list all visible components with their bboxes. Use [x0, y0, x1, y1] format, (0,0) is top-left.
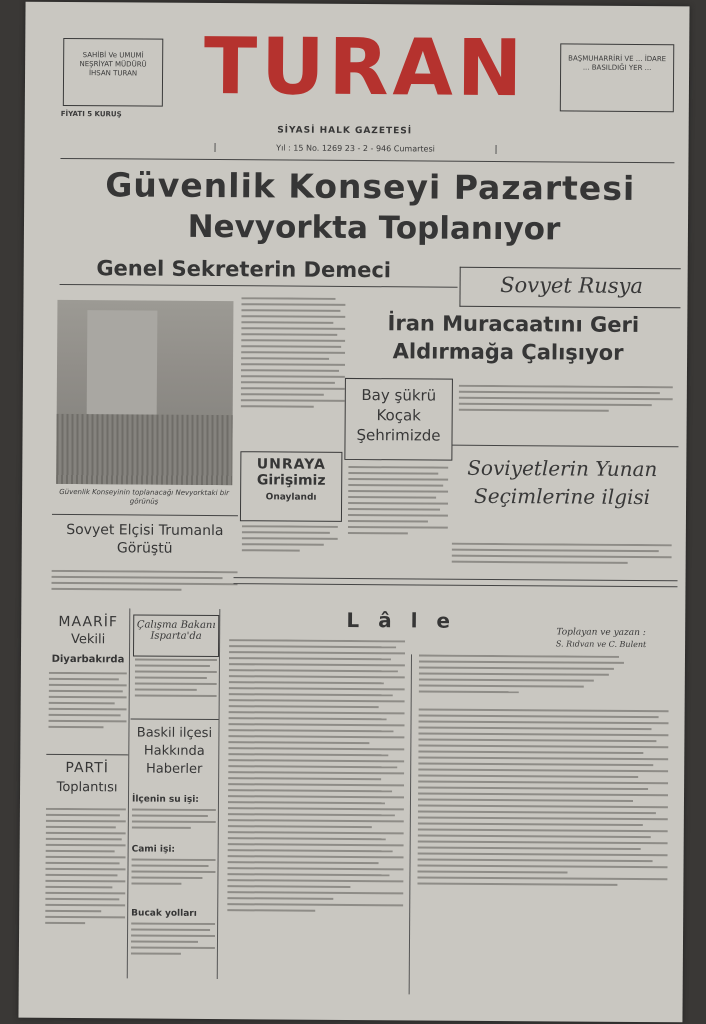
elci-headline-line-1: Sovyet Elçisi Trumanla [66, 521, 224, 540]
soviyet-headline-line-2: Seçimlerine ilgisi [474, 483, 651, 510]
unraya-line-2: Girişimiz [256, 472, 326, 489]
maarif-headline-line-2: Vekili [70, 632, 106, 648]
parti-rule [46, 754, 128, 756]
masthead-rule [60, 158, 674, 163]
bay-sukru-line-1: Bay şükrü [361, 386, 437, 405]
main-headline-line-2: Nevyorkta Toplanıyor [187, 208, 561, 248]
bay-sukru-article-text [348, 466, 449, 567]
iran-headline-line-1: İran Muracaatını Geri [387, 311, 640, 337]
lale-author-line-2: S. Rıdvan ve C. Bulent [555, 639, 647, 650]
owner-text: SAHİBİ Ve UMUMİ NEŞRİYAT MÜDÜRÜ İHSAN TURAN [79, 51, 147, 78]
section-rule-2 [233, 583, 677, 587]
price-label: FİYATI 5 KURUŞ [60, 109, 122, 119]
sovyet-rusya-headline: Sovyet Rusya [500, 273, 644, 299]
baskil-headline-line-3: Haberler [145, 761, 203, 777]
genel-headline: Genel Sekreterin Demeci [96, 256, 392, 283]
cami-article-text [131, 858, 215, 899]
lale-column-rule [409, 654, 412, 994]
maarif-headline-line-1: MAARİF [58, 613, 119, 631]
genel-rule [60, 284, 458, 288]
baskil-headline-line-1: Baskil ilçesi [136, 725, 213, 742]
bucak-subhead: Bucak yolları [131, 908, 197, 919]
soviyet-headline-line-1: Soviyetlerin Yunan [467, 455, 658, 482]
lale-author-line-1: Toplayan ve yazan : [556, 627, 646, 639]
unraya-line-1: UNRAYA [256, 456, 326, 473]
elci-rule [52, 514, 238, 516]
newspaper-page [18, 2, 689, 1023]
parti-article-text [45, 808, 126, 969]
diyarbakir-label: Diyarbakırda [51, 653, 125, 666]
elci-headline-line-2: Görüştü [116, 540, 173, 557]
maarif-article-text [48, 672, 127, 753]
bay-sukru-line-3: Şehrimizde [356, 426, 441, 445]
editor-box [560, 43, 674, 112]
main-headline-line-1: Güvenlik Konseyi Pazartesi [105, 165, 636, 208]
soviyet-rule [452, 445, 678, 448]
lale-article-left [227, 639, 405, 980]
unraya-article-text [242, 525, 338, 574]
parti-headline-line-2: Toplantısı [56, 779, 118, 796]
owner-box [63, 38, 163, 107]
unraya-box [240, 451, 342, 522]
iran-headline-line-2: Aldırmağa Çalışıyor [392, 339, 624, 365]
masthead-subtitle: SİYASİ HALK GAZETESİ [277, 125, 413, 137]
unraya-line-3: Onaylandı [265, 492, 317, 503]
left-column-rule-2 [217, 609, 221, 979]
photo-caption: Güvenlik Konseyinin toplanacağı Nevyorktaki bir görünüş [59, 487, 230, 506]
parti-headline-line-1: PARTİ [65, 759, 110, 777]
lale-title: L â l e [346, 607, 457, 633]
masthead-title: TURAN [203, 21, 527, 115]
baskil-headline-line-2: Hakkında [143, 743, 205, 759]
calisma-box [133, 614, 219, 657]
baskil-rule [131, 718, 219, 720]
nevyork-photo [56, 300, 233, 485]
lale-article-right [417, 654, 669, 992]
calisma-article-text [135, 658, 217, 717]
genel-article-text [240, 297, 345, 448]
soviyet-article-text [452, 543, 672, 583]
bay-sukru-box [344, 378, 453, 461]
elci-article-text [51, 570, 237, 607]
ilce-article-text [132, 808, 216, 843]
issue-line: Yıl : 15 No. 1269 23 - 2 - 946 Cumartesi [215, 143, 497, 154]
calisma-headline-line-1: Çalışma Bakanı [136, 619, 216, 632]
bucak-article-text [131, 922, 215, 967]
editor-text: BAŞMUHARRİRİ VE ... İDARE ... BASILDIĞI YER ... [568, 54, 667, 73]
iran-article-text [459, 385, 673, 436]
cami-subhead: Cami işi: [131, 844, 176, 855]
calisma-headline-line-2: Isparta'da [150, 630, 202, 642]
bay-sukru-line-2: Koçak [376, 406, 421, 425]
ilce-subhead: İlçenin su işi: [131, 794, 199, 805]
